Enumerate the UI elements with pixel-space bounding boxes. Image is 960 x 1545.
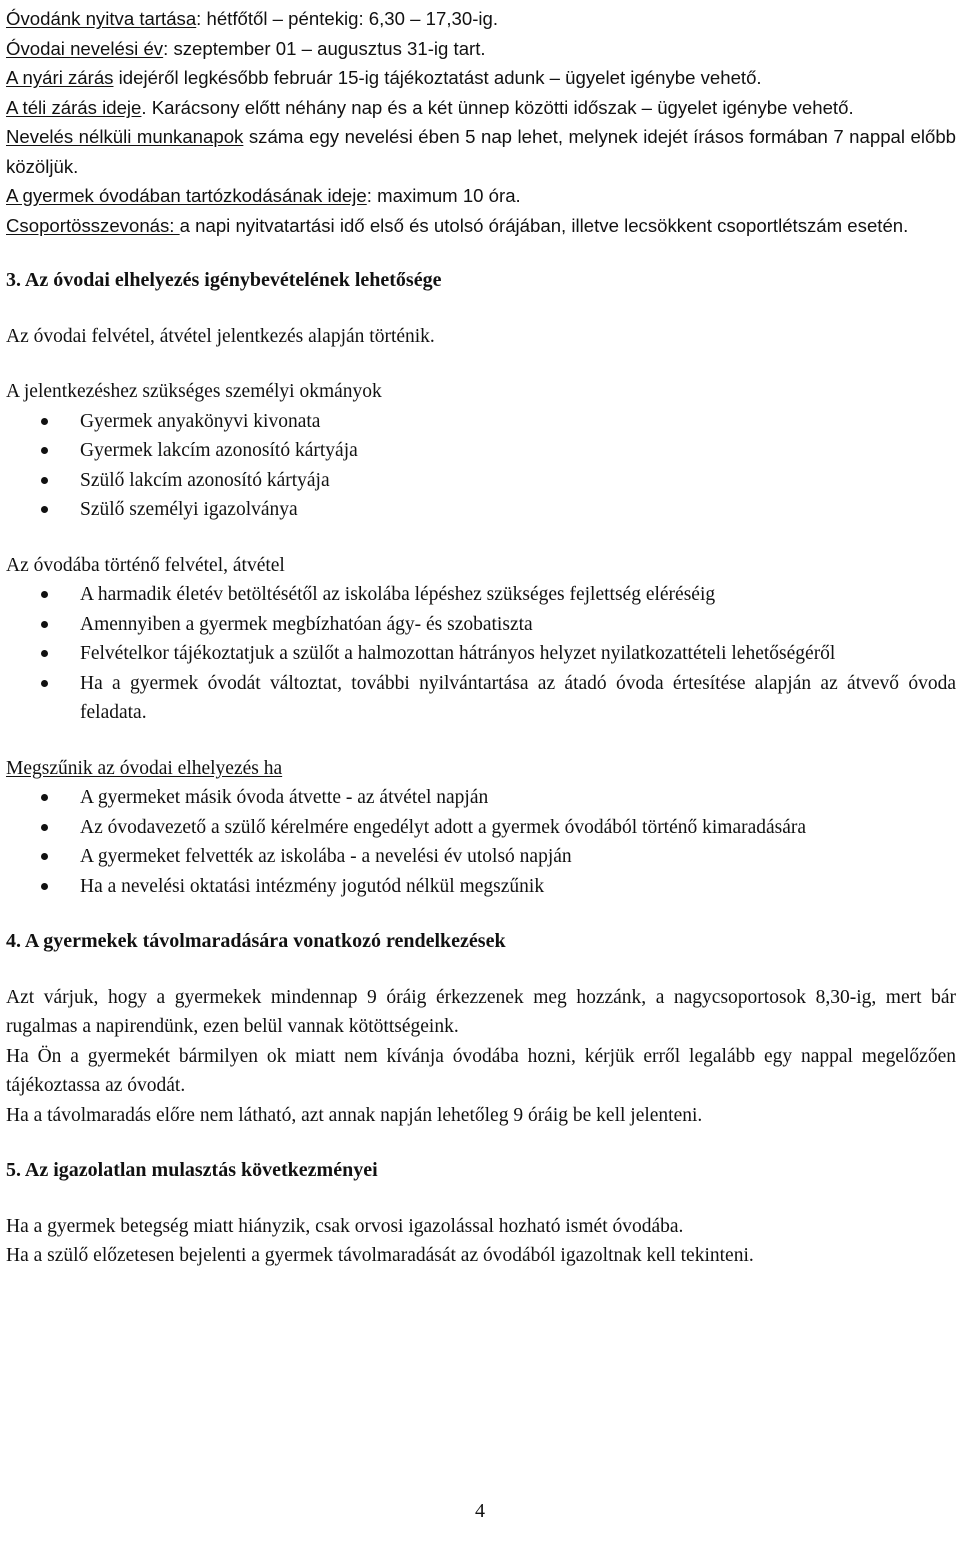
- stay-duration-line: [6, 181, 956, 211]
- list-item: Amennyiben a gyermek megbízhatóan ágy- és szobatiszta: [6, 610, 956, 640]
- page-number: 4: [475, 1500, 485, 1522]
- opening-hours-label: Óvodánk nyitva tartása: [6, 8, 197, 29]
- summer-closure-label: A nyári zárás: [6, 67, 114, 88]
- stay-duration-text: : maximum 10 óra.: [366, 185, 521, 206]
- list-item: Gyermek anyakönyvi kivonata: [6, 407, 956, 437]
- list-item: Gyermek lakcím azonosító kártyája: [6, 436, 956, 466]
- admission-title: Az óvodába történő felvétel, átvétel: [6, 554, 285, 576]
- group-merge-text: a napi nyitvatartási idő első és utolsó órájában, illetve lecsökkent csoportlétszám esetén.: [179, 214, 909, 236]
- list-item: Ha a nevelési oktatási intézmény jogutód nélkül megszűnik: [6, 872, 956, 902]
- stay-duration-label: A gyermek óvodában tartózkodásának ideje: [6, 185, 367, 206]
- list-item: Felvételkor tájékoztatjuk a szülőt a halmozottan hátrányos helyzet nyilatkozattételi lehetőségéről: [6, 639, 956, 669]
- non-teaching-days-line: [6, 122, 956, 181]
- opening-hours-line: [6, 4, 956, 34]
- illness-absence-text: Ha a gyermek betegség miatt hiányzik, csak orvosi igazolással hozható ismét óvodába.: [6, 1215, 684, 1237]
- summer-closure-text: idejéről legkésőbb február 15-ig tájékoztatást adunk – ügyelet igénybe vehető.: [113, 67, 762, 88]
- list-item: A gyermeket másik óvoda átvette - az átvétel napján: [6, 783, 956, 813]
- admission-basis-text: Az óvodai felvétel, átvétel jelentkezés alapján történik.: [6, 325, 435, 347]
- group-merge-line: [6, 211, 956, 241]
- non-teaching-days-label: Nevelés nélküli munkanapok: [6, 126, 244, 147]
- list-item: Ha a gyermek óvodát változtat, további nyilvántartása az átadó óvoda értesítése alapján az átvevő óvoda feladata.: [6, 669, 956, 728]
- required-documents-list: [6, 407, 956, 525]
- non-teaching-days-text: száma egy nevelési ében 5 nap lehet, melynek idejét írásos formában 7 nappal előbb közöljük.: [6, 126, 956, 177]
- document-page: [6, 4, 956, 1271]
- required-documents-title: A jelentkezéshez szükséges személyi okmányok: [6, 381, 382, 402]
- arrival-time-text: Azt várjuk, hogy a gyermekek mindennap 9 óráig érkezzenek meg hozzánk, a nagycsoportosok 8,30-ig, mert bár rugalmas a napirendünk, ezen belül vannak kötöttségeink.: [6, 986, 956, 1037]
- excused-absence-text: Ha a szülő előzetesen bejelenti a gyermek távolmaradását az óvodából igazoltnak kell tekinteni.: [6, 1245, 754, 1266]
- intro-block: [6, 4, 956, 240]
- winter-closure-line: [6, 93, 956, 123]
- section-5-heading: 5. Az igazolatlan mulasztás következményei: [6, 1159, 378, 1181]
- termination-list: [6, 783, 956, 901]
- list-item: A harmadik életév betöltésétől az iskolába lépéshez szükséges fejlettség eléréséig: [6, 580, 956, 610]
- unplanned-absence-text: Ha a távolmaradás előre nem látható, azt annak napján lehetőleg 9 óráig be kell jelenteni.: [6, 1104, 703, 1126]
- summer-closure-line: [6, 63, 956, 93]
- school-year-text: : szeptember 01 – augusztus 31-ig tart.: [163, 37, 486, 59]
- winter-closure-label: A téli zárás ideje: [6, 96, 142, 118]
- opening-hours-text: : hétfőtől – péntekig: 6,30 – 17,30-ig.: [196, 8, 499, 29]
- section-4-heading: 4. A gyermekek távolmaradására vonatkozó rendelkezések: [6, 930, 506, 952]
- termination-title: Megszűnik az óvodai elhelyezés ha: [6, 757, 283, 779]
- winter-closure-text: . Karácsony előtt néhány nap és a két ünnep közötti időszak – ügyelet igénybe vehető.: [141, 96, 854, 118]
- school-year-line: [6, 34, 956, 64]
- school-year-label: Óvodai nevelési év: [6, 37, 164, 59]
- group-merge-label: Csoportösszevonás:: [6, 214, 180, 236]
- planned-absence-text: Ha Ön a gyermekét bármilyen ok miatt nem kívánja óvodába hozni, kérjük erről legalább egy nappal megelőzően tájékoztassa az óvodát.: [6, 1045, 956, 1096]
- list-item: Szülő személyi igazolványa: [6, 495, 956, 525]
- list-item: Szülő lakcím azonosító kártyája: [6, 466, 956, 496]
- admission-list: [6, 580, 956, 728]
- section-3-heading: 3. Az óvodai elhelyezés igénybevételének lehetősége: [6, 269, 442, 291]
- list-item: A gyermeket felvették az iskolába - a nevelési év utolsó napján: [6, 842, 956, 872]
- list-item: Az óvodavezető a szülő kérelmére engedélyt adott a gyermek óvodából történő kimaradására: [6, 813, 956, 843]
